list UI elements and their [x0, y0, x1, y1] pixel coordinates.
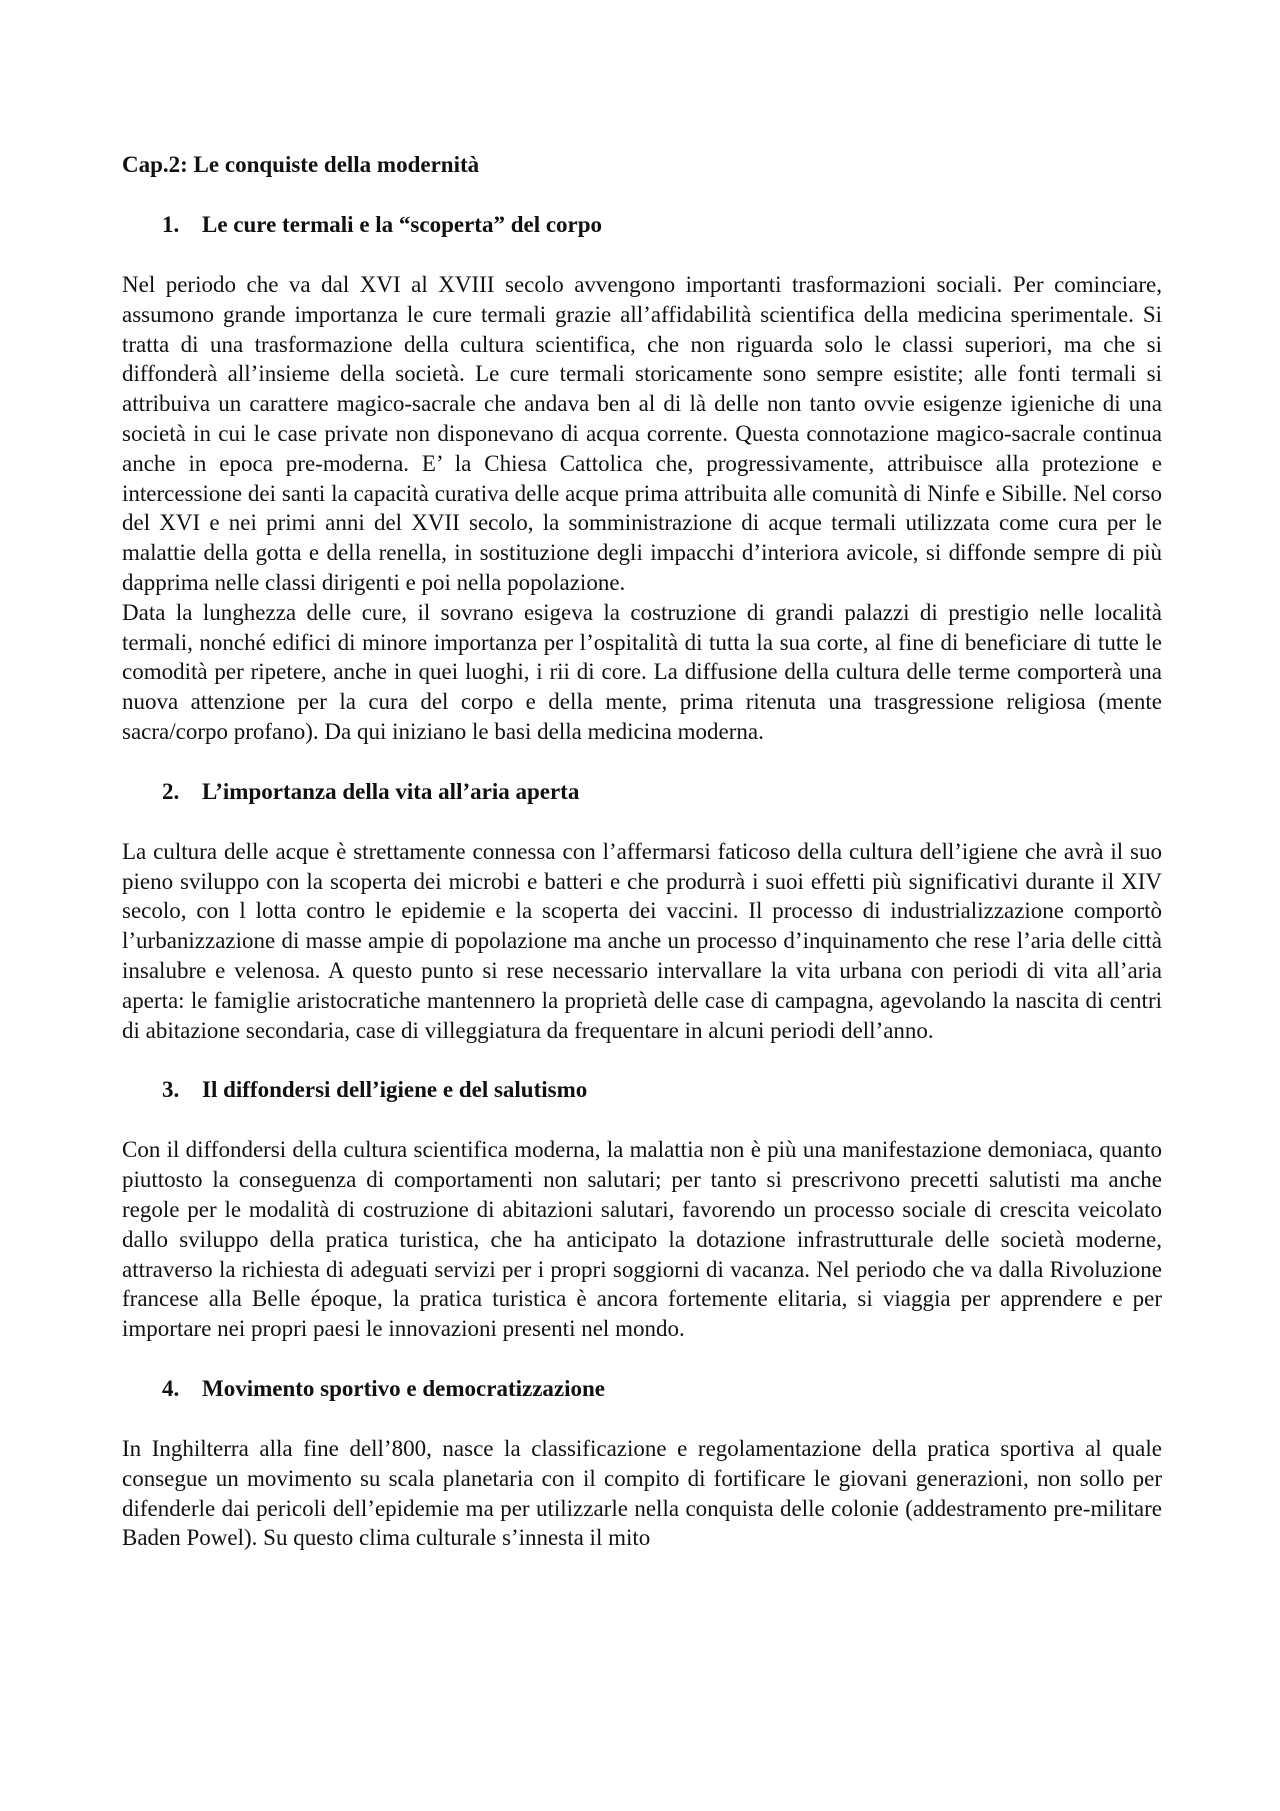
paragraph: Con il diffondersi della cultura scientifica moderna, la malattia non è più una manifestazione demoniaca, quanto piuttosto la conseguenza di comportamenti non salutari; per tanto si prescrivono precetti salutisti ma anche regole per le modalità di costruzione di abitazioni salutari, favorendo un processo sociale di crescita veicolato dallo sviluppo della pratica turistica, che ha anticipato la dotazione infrastrutturale delle società moderne, attraverso la richiesta di adeguati servizi per i propri soggiorni di vacanza. Nel periodo che va dalla Rivoluzione francese alla Belle époque, la pratica turistica è ancora fortemente elitaria, si viaggia per apprendere e per importare nei propri paesi le innovazioni presenti nel mondo. [122, 1137, 1162, 1342]
section-number: 1. [162, 212, 180, 237]
document-page [122, 150, 1162, 1553]
section-title: Le cure termali e la “scoperta” del corpo [202, 212, 603, 237]
chapter-title: Cap.2: Le conquiste della modernità [122, 152, 480, 177]
section-number: 4. [162, 1375, 180, 1401]
paragraph: Data la lunghezza delle cure, il sovrano esigeva la costruzione di grandi palazzi di prestigio nelle località termali, nonché edifici di minore importanza per l’ospitalità di tutta la sua corte, al fine di beneficiare di tutte le comodità per ripetere, anche in quei luoghi, i rii di core. La diffusione della cultura delle terme comporterà una nuova attenzione per la cura del corpo e della mente, prima ritenuta una trasgressione religiosa (mente sacra/corpo profano). Da qui iniziano le basi della medicina moderna. [122, 599, 1162, 744]
section-title: Il diffondersi dell’igiene e del salutismo [202, 1077, 588, 1103]
paragraph: Nel periodo che va dal XVI al XVIII secolo avvengono importanti trasformazioni sociali. Per cominciare, assumono grande importanza le cure termali grazie all’affidabilità scientifica della medicina sperimentale. Si tratta di una trasformazione della cultura scientifica, che non riguarda solo le classi superiori, ma che si diffonderà all’insieme della società. Le cure termali storicamente sono sempre esistite; alle fonti termali si attribuiva un carattere magico-sacrale che andava ben al di là delle non tanto ovvie esigenze igieniche di una società in cui le case private non disponevano di acqua corrente. Questa connotazione magico-sacrale continua anche in epoca pre-moderna. E’ la Chiesa Cattolica che, progressivamente, attribuisce alla protezione e intercessione dei santi la capacità curativa delle acque prima attribuita alle comunità di Ninfe e Sibille. Nel corso del XVI e nei primi anni del XVII secolo, la somministrazione di acque termali utilizzata come cura per le malattie della gotta e della renella, in sostituzione degli impacchi d’interiora avicole, si diffonde sempre di più dapprima nelle classi dirigenti e poi nella popolazione. [122, 272, 1162, 595]
section-number: 3. [162, 1077, 180, 1103]
section-heading-1 [122, 210, 1162, 240]
section-title: Movimento sportivo e democratizzazione [202, 1375, 606, 1401]
paragraph: La cultura delle acque è strettamente connessa con l’affermarsi faticoso della cultura dell’igiene che avrà il suo pieno sviluppo con la scoperta dei microbi e batteri e che produrrà i suoi effetti più significativi durante il XIV secolo, con l lotta contro le epidemie e la scoperta dei vaccini. Il processo di industrializzazione comportò l’urbanizzazione di masse ampie di popolazione ma anche un processo d’inquinamento che rese l’aria delle città insalubre e velenosa. A questo punto si rese necessario intervallare la vita urbana con periodi di vita all’aria aperta: le famiglie aristocratiche mantennero la proprietà delle case di campagna, agevolando la nascita di centri di abitazione secondaria, case di villeggiatura da frequentare in alcuni periodi dell’anno. [122, 838, 1162, 1043]
section-heading-3 [122, 1075, 1162, 1105]
section-number: 2. [162, 778, 180, 804]
section-heading-2 [122, 777, 1162, 807]
paragraph: In Inghilterra alla fine dell’800, nasce la classificazione e regolamentazione della pratica sportiva al quale consegue un movimento su scala planetaria con il compito di fortificare le giovani generazioni, non sollo per difenderle dai pericoli dell’epidemie ma per utilizzarle nella conquista delle colonie (addestramento pre-militare Baden Powel). Su questo clima culturale s’innesta il mito [122, 1435, 1162, 1551]
section-title: L’importanza della vita all’aria aperta [202, 778, 580, 804]
section-heading-4 [122, 1374, 1162, 1404]
